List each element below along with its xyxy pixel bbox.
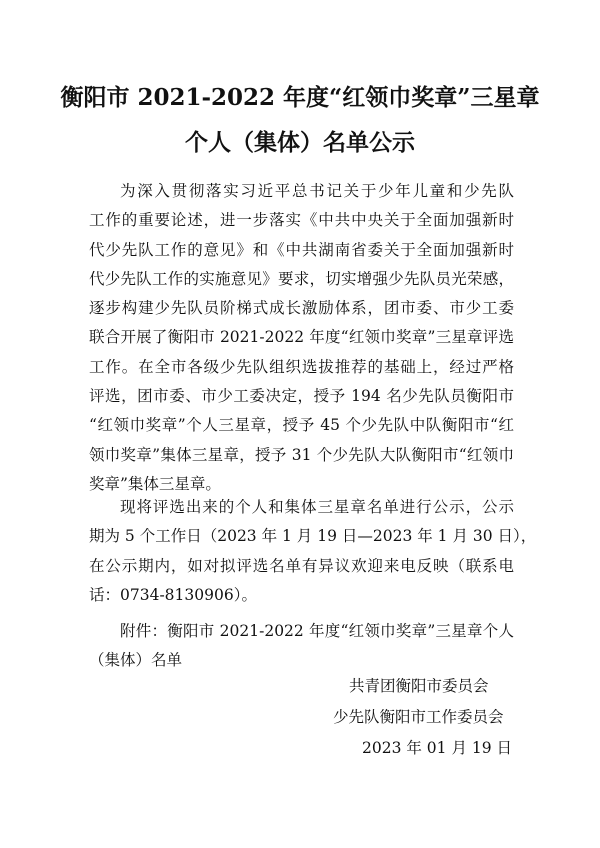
paragraph-publicity-period [89, 493, 537, 610]
paragraph-line: 在公示期内，如对拟评选名单有异议欢迎来电反映（联系电 [89, 556, 514, 575]
paragraph-line: 联合开展了衡阳市 2021-2022 年度“红领巾奖章”三星章评选 [89, 328, 514, 347]
paragraph-line: 期为 5 个工作日（2023 年 1 月 19 日—2023 年 1 月 30 日）， [89, 527, 537, 546]
paragraph-line: 评选，团市委、市少工委决定，授予 194 名少先队员衡阳市 [89, 387, 514, 406]
paragraph-line: 工作的重要论述，进一步落实《中共中央关于全面加强新时 [89, 211, 514, 230]
signature-date: 2023 年 01 月 19 日 [362, 739, 513, 757]
paragraph-line: 逐步构建少先队员阶梯式成长激励体系，团市委、市少工委 [89, 299, 514, 318]
paragraph-line: （集体）名单 [89, 651, 183, 670]
paragraph-line: 话：0734-8130906）。 [89, 585, 257, 604]
document-title-line-2: 个人（集体）名单公示 [185, 129, 415, 156]
paragraph-line: 代少先队工作的意见》和《中共湖南省委关于全面加强新时 [89, 240, 514, 259]
paragraph-background [89, 177, 514, 499]
paragraph-line: 工作。在全市各级少先队组织选拔推荐的基础上，经过严格 [89, 357, 514, 376]
paragraph-line: 领巾奖章”集体三星章，授予 31 个少先队大队衡阳市“红领巾 [89, 445, 514, 464]
signature-org-young-pioneers: 少先队衡阳市工作委员会 [333, 708, 504, 726]
paragraph-line: 现将评选出来的个人和集体三星章名单进行公示，公示 [120, 498, 514, 516]
paragraph-line: 为深入贯彻落实习近平总书记关于少年儿童和少先队 [120, 182, 514, 200]
paragraph-line: 奖章”集体三星章。 [89, 474, 221, 493]
paragraph-attachment [89, 617, 514, 676]
document-title-line-1: 衡阳市 2021-2022 年度“红领巾奖章”三星章 [60, 84, 540, 111]
paragraph-line: 附件：衡阳市 2021-2022 年度“红领巾奖章”三星章个人 [120, 622, 514, 640]
paragraph-line: “红领巾奖章”个人三星章，授予 45 个少先队中队衡阳市“红 [89, 416, 514, 435]
paragraph-line: 代少先队工作的实施意见》要求，切实增强少先队员光荣感， [89, 269, 514, 288]
signature-org-youth-league: 共青团衡阳市委员会 [349, 677, 489, 695]
